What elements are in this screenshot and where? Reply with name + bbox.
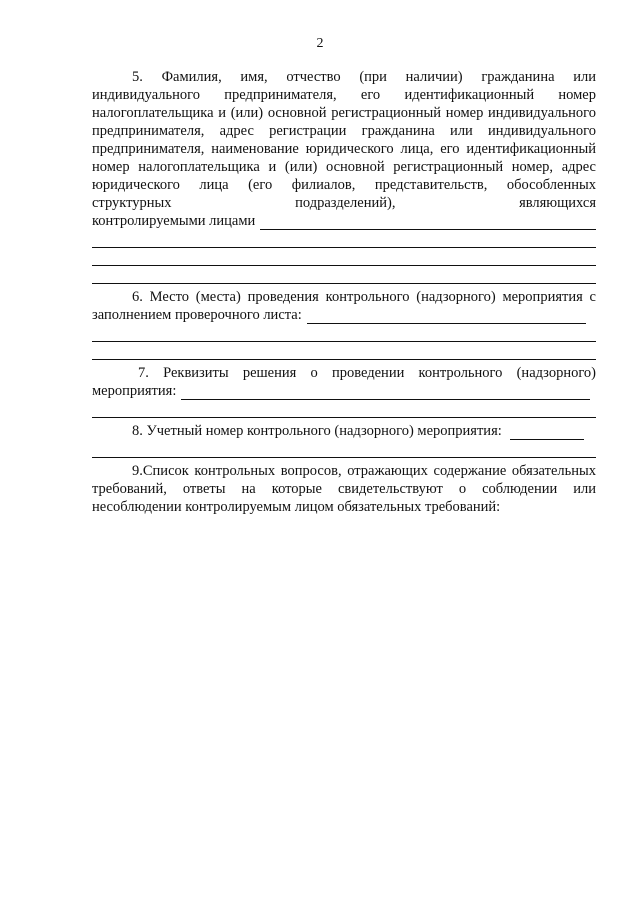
section-8 bbox=[92, 422, 596, 458]
section-8-input-line[interactable] bbox=[510, 426, 584, 440]
section-6-text: 6. Место (места) проведения контрольного (надзорного) мероприятия с bbox=[132, 289, 596, 305]
section-5-blank-line-3[interactable] bbox=[92, 266, 596, 284]
section-9-text: 9.Список контрольных вопросов, отражающих содержание обязательных требований, ответы на которые свидетельствуют о соблюдении или несоблюдении контролируемым лицом обязательных требований: bbox=[92, 463, 596, 515]
section-7-input-line[interactable] bbox=[181, 386, 590, 400]
section-7 bbox=[92, 364, 596, 418]
section-5-blank-line-1[interactable] bbox=[92, 230, 596, 248]
section-5-field-row bbox=[92, 212, 596, 230]
section-6-field-label: заполнением проверочного листа: bbox=[92, 307, 302, 323]
section-5 bbox=[92, 68, 596, 284]
section-8-blank-line-1[interactable] bbox=[92, 440, 596, 458]
section-8-field-label: 8. Учетный номер контрольного (надзорного) мероприятия: bbox=[132, 423, 502, 439]
section-6-field-row bbox=[92, 306, 596, 324]
section-6-blank-line-2[interactable] bbox=[92, 342, 596, 360]
section-5-text: 5. Фамилия, имя, отчество (при наличии) гражданина или индивидуального предпринимателя, его идентификационный номер налогоплательщика и (или) основной регистрационный номер индивидуального предпринимателя, адрес регистрации гражданина или индивидуального предпринимателя, наименование юридического лица, его идентификационный номер налогоплательщика и (или) основной регистрационный номер, адрес юридического лица (его филиалов, представительств, обособленных структурных подразделений), являющихся bbox=[92, 69, 596, 211]
form-body bbox=[92, 68, 596, 516]
section-6-input-line[interactable] bbox=[307, 310, 586, 324]
section-7-blank-line-1[interactable] bbox=[92, 400, 596, 418]
section-5-input-line[interactable] bbox=[260, 216, 596, 230]
section-6-blank-line-1[interactable] bbox=[92, 324, 596, 342]
section-7-field-row bbox=[92, 382, 596, 400]
section-5-blank-line-2[interactable] bbox=[92, 248, 596, 266]
section-6 bbox=[92, 288, 596, 360]
page-number: 2 bbox=[316, 36, 324, 51]
section-5-field-label: контролируемыми лицами bbox=[92, 213, 256, 229]
section-9 bbox=[92, 462, 596, 516]
section-7-field-label: мероприятия: bbox=[92, 383, 177, 399]
section-8-field-row bbox=[92, 422, 596, 440]
section-7-text: 7. Реквизиты решения о проведении контрольного (надзорного) bbox=[138, 365, 596, 381]
